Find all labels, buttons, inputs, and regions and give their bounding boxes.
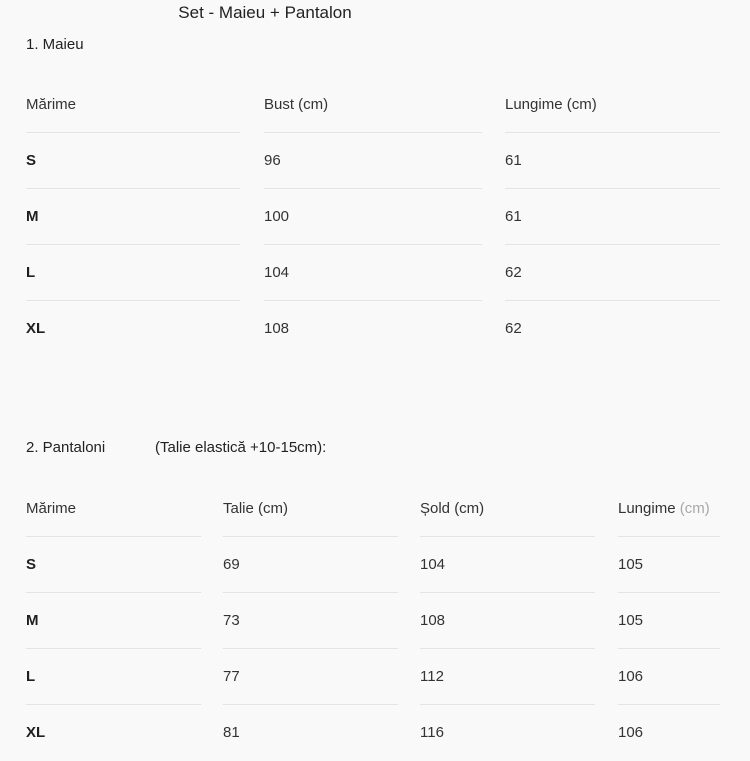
waist-cell: 73 bbox=[223, 593, 398, 649]
length-cell: 62 bbox=[505, 245, 720, 301]
header-cell-waist: Talie (cm) bbox=[223, 481, 398, 537]
size-cell: M bbox=[26, 593, 201, 649]
table-row bbox=[0, 133, 750, 189]
size-cell: S bbox=[26, 537, 201, 593]
table-row bbox=[0, 649, 750, 705]
table-header-row bbox=[0, 77, 750, 133]
header-cell-size: Mărime bbox=[26, 77, 240, 133]
length-cell: 106 bbox=[618, 724, 644, 741]
size-cell: L bbox=[26, 245, 240, 301]
section-heading-pantaloni: 2. Pantaloni bbox=[26, 439, 106, 456]
page-title: Set - Maieu + Pantalon bbox=[178, 3, 352, 22]
length-cell: 105 bbox=[618, 537, 720, 593]
hip-cell: 108 bbox=[420, 593, 595, 649]
section-heading-maieu: 1. Maieu bbox=[26, 36, 84, 53]
table-row bbox=[0, 705, 750, 761]
header-cell-bust: Bust (cm) bbox=[264, 77, 482, 133]
length-cell: 62 bbox=[505, 320, 522, 337]
length-cell: 106 bbox=[618, 649, 720, 705]
size-cell: S bbox=[26, 133, 240, 189]
header-cell-length: Lungime (cm) bbox=[505, 77, 720, 133]
hip-cell: 112 bbox=[420, 649, 595, 705]
bust-cell: 108 bbox=[264, 320, 290, 337]
waist-cell: 77 bbox=[223, 649, 398, 705]
table-row bbox=[0, 537, 750, 593]
length-cell: 61 bbox=[505, 189, 720, 245]
header-cell-size: Mărime bbox=[26, 481, 201, 537]
waist-cell: 69 bbox=[223, 537, 398, 593]
header-cell-length: Lungime (cm) bbox=[618, 481, 720, 537]
table-row bbox=[0, 593, 750, 649]
table-row bbox=[0, 189, 750, 245]
length-cell: 105 bbox=[618, 593, 720, 649]
hip-cell: 104 bbox=[420, 537, 595, 593]
table-header-row bbox=[0, 481, 750, 537]
bust-cell: 96 bbox=[264, 133, 482, 189]
table-row bbox=[0, 245, 750, 301]
size-cell: L bbox=[26, 649, 201, 705]
size-cell: M bbox=[26, 189, 240, 245]
length-cell: 61 bbox=[505, 133, 720, 189]
section-note-elastic-waist: (Talie elastică +10-15cm): bbox=[155, 439, 327, 456]
header-cell-hip: Șold (cm) bbox=[420, 481, 595, 537]
hip-cell: 116 bbox=[420, 724, 444, 741]
bust-cell: 104 bbox=[264, 245, 482, 301]
size-cell: XL bbox=[26, 320, 46, 337]
header-unit-faded: (cm) bbox=[679, 500, 710, 517]
bust-cell: 100 bbox=[264, 189, 482, 245]
table-row bbox=[0, 301, 750, 357]
waist-cell: 81 bbox=[223, 724, 240, 741]
size-cell: XL bbox=[26, 724, 46, 741]
